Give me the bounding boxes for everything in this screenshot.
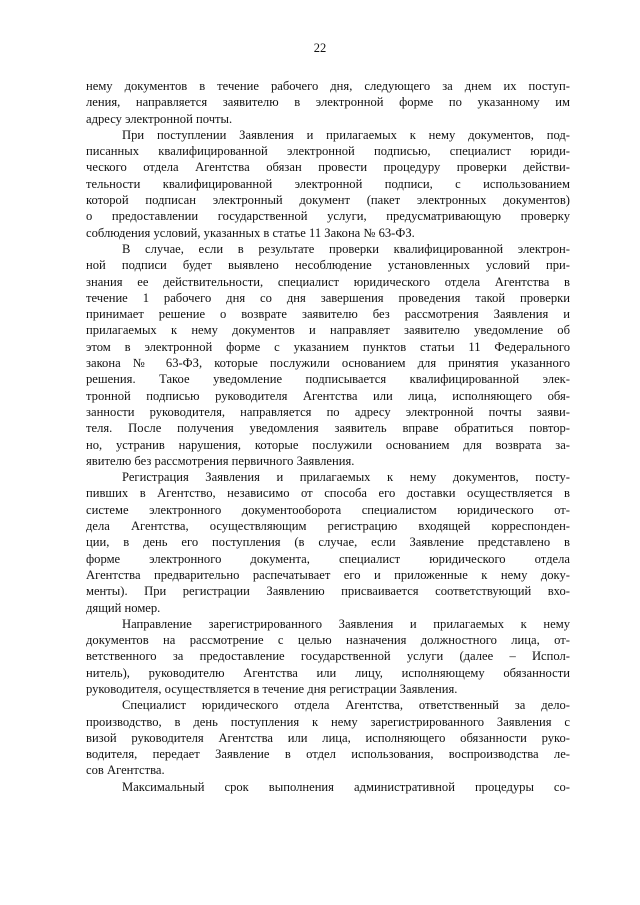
text-line: этом в электронной форме с указанием пунктов статьи 11 Федерального [86, 339, 570, 354]
text-line: дела Агентства, осуществляющим регистрацию входящей корреспонден- [86, 519, 570, 534]
paragraph-6 [86, 697, 570, 778]
text-line: занности руководителя, направляется по адресу электронной почты заяви- [86, 404, 570, 419]
text-line: менты). При регистрации Заявлению присваивается соответствующий вхо- [86, 584, 570, 599]
paragraph-3 [86, 241, 570, 469]
text-line: пивших в Агентство, независимо от способа его доставки осуществляется в [86, 486, 570, 501]
text-line: соблюдения условий, указанных в статье 11 Закона № 63-ФЗ. [86, 225, 415, 240]
text-line: Регистрация Заявления и прилагаемых к нему документов, посту- [122, 470, 570, 485]
text-line: форме электронного документа, специалист юридического отдела [86, 551, 570, 566]
text-line: ции, в день его поступления (в случае, если Заявление представлено в [86, 535, 570, 550]
text-line: нитель), руководителю Агентства или лицу, исполняющему обязанности [86, 665, 570, 680]
text-line: сов Агентства. [86, 763, 165, 778]
text-line: ческого отдела Агентства обязан провести процедуру проверки действи- [86, 160, 570, 175]
paragraph-1 [86, 78, 570, 127]
text-line: писанных квалифицированной электронной подписью, специалист юриди- [86, 144, 570, 159]
text-line: системе электронного документооборота специалистом юридического от- [86, 502, 570, 517]
text-line: Максимальный срок выполнения административной процедуры со- [122, 779, 570, 794]
text-line: которой подписан электронный документ (пакет электронных документов) [86, 193, 570, 208]
text-line: ветственного за предоставление государственной услуги (далее – Испол- [86, 649, 570, 664]
text-line: закона № 63-ФЗ, которые послужили основанием для принятия указанного [86, 356, 570, 371]
text-line: документов на рассмотрение с целью назначения должностного лица, от- [86, 633, 570, 648]
paragraph-5 [86, 616, 570, 697]
text-line: тронной подписью руководителя Агентства или лица, исполняющего обя- [86, 388, 570, 403]
text-line: нему документов в течение рабочего дня, следующего за днем их поступ- [86, 79, 570, 93]
paragraph-4 [86, 469, 570, 616]
text-line: адресу электронной почты. [86, 111, 233, 126]
text-line: ления, направляется заявителю в электронной форме по указанному им [86, 95, 570, 110]
text-line: явителю без рассмотрения первичного Заявления. [86, 453, 355, 468]
text-line: принимает решение о возврате заявителю без рассмотрения Заявления и [86, 307, 570, 322]
text-line: тельности квалифицированной электронной подписи, с использованием [86, 176, 570, 191]
document-body [86, 78, 570, 795]
text-line: производство, в день поступления к нему зарегистрированного Заявления с [86, 714, 570, 729]
text-line: Агентства предварительно распечатывает его и приложенные к нему доку- [86, 567, 570, 582]
text-line: решения. Такое уведомление подписывается квалифицированной элек- [86, 372, 570, 387]
paragraph-7 [86, 779, 570, 795]
text-line: Направление зарегистрированного Заявления и прилагаемых к нему [122, 616, 570, 631]
page-number: 22 [313, 41, 327, 55]
text-line: прилагаемых к нему документов и направляет заявителю уведомление об [86, 323, 570, 338]
text-line: ной подписи будет выявлено несоблюдение установленных условий при- [86, 258, 570, 273]
text-line: о предоставлении государственной услуги, предусматривающую проверку [86, 209, 570, 224]
text-line: Специалист юридического отдела Агентства, ответственный за дело- [122, 698, 570, 713]
text-line: теля. После получения уведомления заявитель вправе обратиться повтор- [86, 421, 570, 436]
text-line: дящий номер. [86, 600, 161, 615]
text-line: При поступлении Заявления и прилагаемых к нему документов, под- [122, 127, 570, 142]
text-line: визой руководителя Агентства или лица, исполняющего обязанности руко- [86, 730, 570, 745]
text-line: знания ее действительности, специалист юридического отдела Агентства в [86, 274, 570, 289]
text-line: но, устранив нарушения, которые послужили основанием для возврата за- [86, 437, 570, 452]
paragraph-2 [86, 127, 570, 241]
text-line: В случае, если в результате проверки квалифицированной электрон- [122, 241, 570, 256]
text-line: течение 1 рабочего дня со дня завершения проведения такой проверки [86, 290, 570, 305]
text-line: водителя, передает Заявление в отдел использования, воспроизводства ле- [86, 747, 570, 762]
text-line: руководителя, осуществляется в течение дня регистрации Заявления. [86, 681, 458, 696]
